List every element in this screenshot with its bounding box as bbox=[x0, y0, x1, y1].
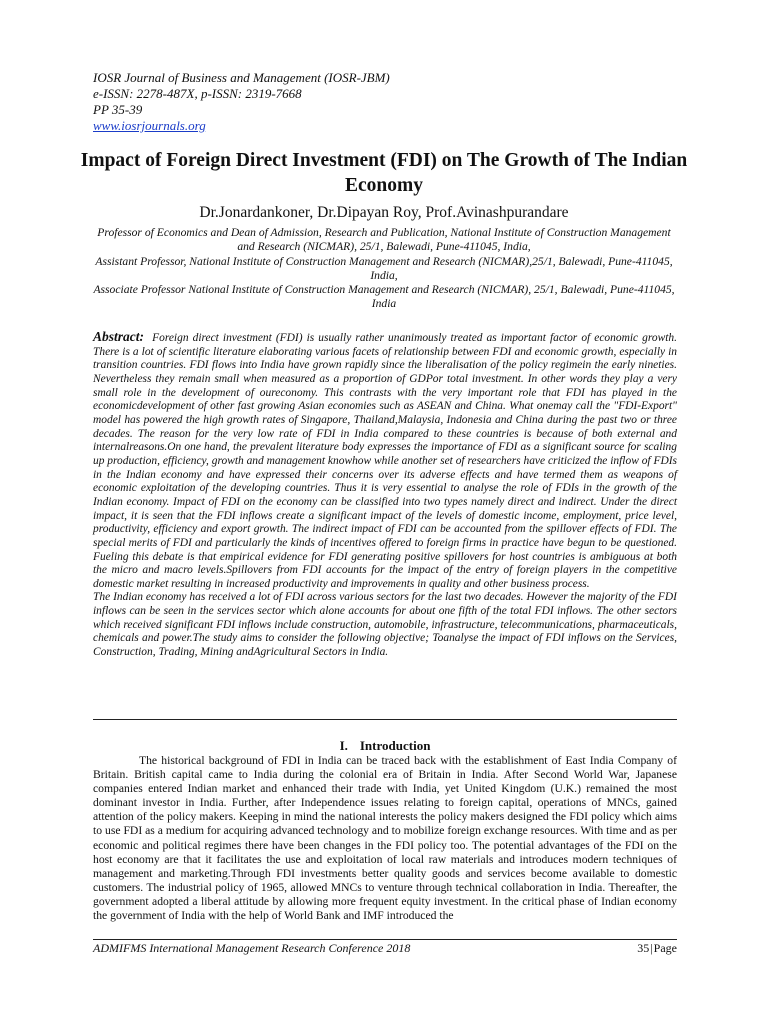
abstract-paragraph-2: The Indian economy has received a lot of FDI across various sectors for the last two decades. However the majority of the FDI inflows can be seen in the services sector which alone accounts for about one fifth of the total FDI inflows. The other sectors which received significant FDI inflows include construction, automobile, infrastructure, telecommunications, pharmaceuticals, chemicals and power.The study aims to consider the following objective; Toanalyse the impact of FDI inflows on the Services, Construction, Trading, Mining andAgricultural Sectors in India. bbox=[93, 591, 677, 659]
abstract-label: Abstract: bbox=[93, 329, 145, 344]
section-number: I. bbox=[339, 738, 348, 753]
journal-header bbox=[93, 70, 390, 134]
section-title: Introduction bbox=[359, 738, 431, 753]
journal-pages: PP 35-39 bbox=[93, 102, 143, 117]
introduction-paragraph: The historical background of FDI in India can be traced back with the establishment of East India Company of Britain. British capital came to India during the colonial era of Britain in India. After Second World War, Japanese companies entered Indian market and enhanced their trade with India, yet United Kingdom (U.K.) remained the most dominant investor in India. Further, after Independence issues relating to foreign capital, operations of MNCs, gained attention of the policy makers. Keeping in mind the national interests the policy makers designed the FDI policy which aims to use FDI as a medium for acquiring advanced technology and to mobilize foreign exchange resources. With time and as per economic and political regimes there have been changes in the FDI policy too. The potential advantages of the FDI on the host economy are that it facilitates the use and exploitation of local raw materials and introduces modern techniques of management and marketing.Through FDI investments better quality goods and services become available to domestic customers. The industrial policy of 1965, allowed MNCs to venture through technical collaboration in India. Thereafter, the government adopted a liberal attitude by allowing more frequent equity investment. In the critical phase of Indian economy the government of India with the help of World Bank and IMF introduced the bbox=[93, 754, 677, 923]
footer-divider bbox=[93, 939, 677, 940]
paper-authors: Dr.Jonardankoner, Dr.Dipayan Roy, Prof.Avinashpurandare bbox=[199, 204, 569, 221]
affiliation-1: Professor of Economics and Dean of Admission, Research and Publication, National Institute of Construction Management and Research (NICMAR), 25/1, Balewadi, Pune-411045, India, bbox=[97, 226, 671, 254]
introduction-body bbox=[93, 754, 677, 923]
journal-name: IOSR Journal of Business and Management (IOSR-JBM) bbox=[93, 70, 390, 85]
page-footer bbox=[93, 941, 677, 956]
journal-url-link[interactable]: www.iosrjournals.org bbox=[93, 118, 206, 133]
author-affiliations bbox=[88, 226, 680, 312]
footer-page-info: 35|Page bbox=[637, 941, 677, 955]
section-heading bbox=[93, 738, 677, 754]
affiliation-3: Associate Professor National Institute of Construction Management and Research (NICMAR), 25/1, Balewadi, Pune-411045, India bbox=[93, 283, 675, 311]
abstract-paragraph-1: Foreign direct investment (FDI) is usually rather unanimously treated as important factor of economic growth. There is a lot of scientific literature elaborating various facets of relationship between FDI and economic growth, especially in transition countries. FDI flows into India have grown rapidly since the liberalisation of the policy regimein the early nineties. Nevertheless they remain small when measured as a proportion of GDPor total investment. In other words they play a very small role in the development of oureconomy. This contrasts with the very important role that FDI has played in the economicdevelopment of other fast growing Asian economies such as ASEAN and China. What onemay call the "FDI-Export" model has powered the high growth rates of Singapore, Thailand,Malaysia, Indonesia and China during the past two or three decades. The reason for the very low rate of FDI in India compared to these countries is because of both external and internalreasons.On one hand, the prevalent literature body expresses the importance of FDI as a significant source for scaling up production, efficiency, growth and management knowhow while another set of researchers have criticized the inflow of FDIs in the Indian economy and have expressed their concerns over its adverse effects and have termed them as weapons of economic exploitation of the developing countries. Thus it is very essential to analyse the role of FDIs in the growth of the Indian economy. Impact of FDI on the economy can be classified into two types namely direct and indirect. Under the direct impact, it is seen that the FDI inflows create a significant impact of the levels of domestic income, employment, price level, productivity, efficiency and export growth. The indirect impact of FDI can be accounted from the spillover effects of FDI. The special merits of FDI and particularly the kinds of incentives offered to foreign firms in practice have begun to be questioned. Fueling this debate is that empirical evidence for FDI generating positive spillovers for host countries is ambiguous at both the micro and macro levels.Spillovers from FDI accounts for the impact of the entry of foreign players in the competitive domestic market resulting in increased productivity and improvements in quality and other business process. bbox=[93, 332, 677, 590]
abstract bbox=[93, 330, 677, 660]
affiliation-2: Assistant Professor, National Institute of Construction Management and Research (NICMAR),25/1, Balewadi, Pune-411045, India, bbox=[95, 254, 673, 282]
abstract-divider bbox=[93, 719, 677, 720]
journal-issn: e-ISSN: 2278-487X, p-ISSN: 2319-7668 bbox=[93, 86, 302, 101]
page-number: 35 bbox=[637, 941, 650, 955]
footer-conference: ADMIFMS International Management Research Conference 2018 bbox=[93, 941, 411, 955]
page-label: Page bbox=[653, 941, 677, 955]
paper-title: Impact of Foreign Direct Investment (FDI) on The Growth of The Indian Economy bbox=[80, 150, 688, 196]
